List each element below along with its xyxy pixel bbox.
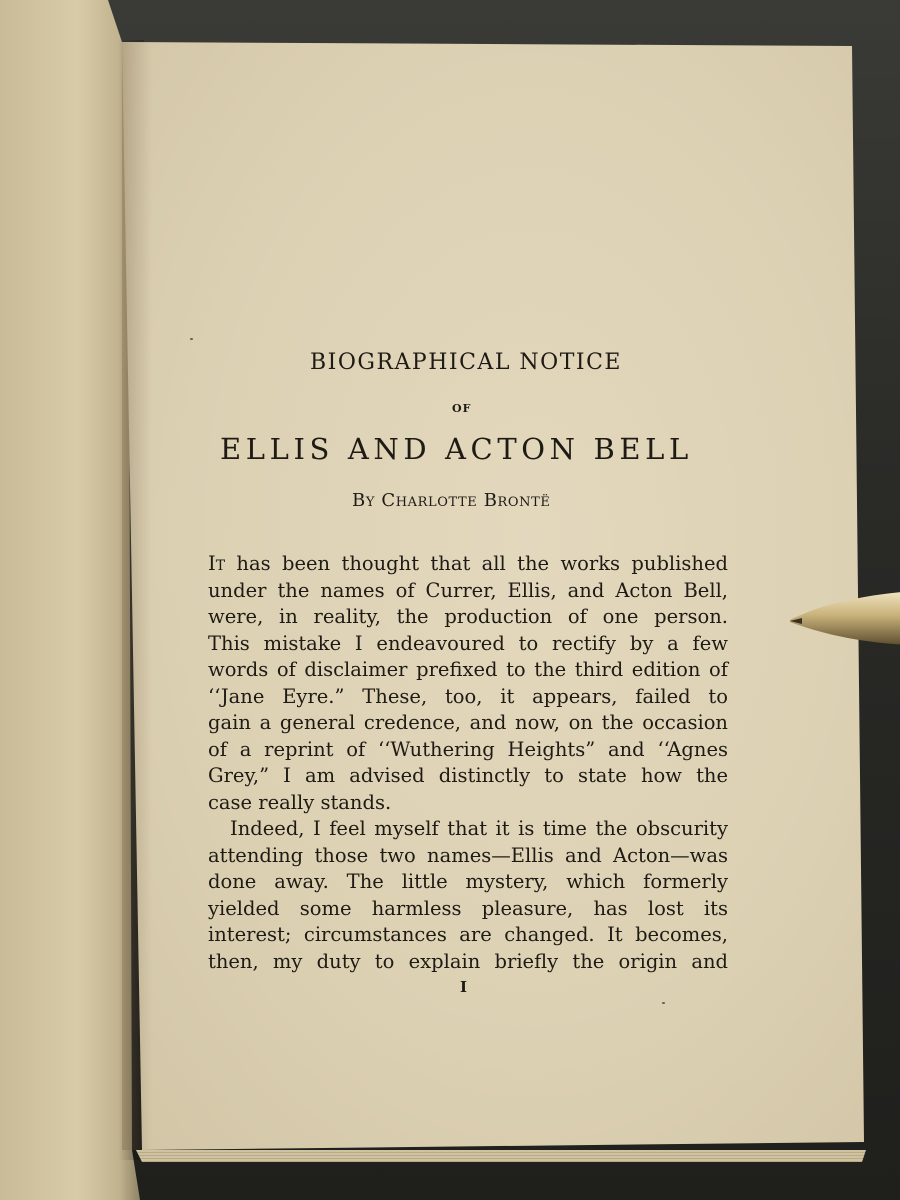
body-text <box>208 551 728 975</box>
of-word: OF <box>452 402 472 415</box>
text-line: This mistake I endeavoured to rectify by a few <box>208 631 728 655</box>
pen-pointer <box>788 588 900 646</box>
text-line: case really stands. <box>208 790 392 814</box>
text-line: ‘‘Jane Eyre.” These, too, it appears, failed to <box>208 684 728 708</box>
text-line: attending those two names—Ellis and Acton—was <box>208 843 728 867</box>
text-line: Grey,” I am advised distinctly to state how the <box>208 764 728 787</box>
text-line: Indeed, I feel myself that it is time the obscurity <box>230 817 728 840</box>
authors-title: ELLIS AND ACTON BELL <box>220 432 693 466</box>
text-line: done away. The little mystery, which formerly <box>208 870 728 893</box>
text-line-content: has been thought that all the works published <box>225 552 728 575</box>
page-number: I <box>460 978 468 996</box>
text-line: gain a general credence, and now, on the occasion <box>208 711 728 734</box>
text-line: words of disclaimer prefixed to the third edition of <box>208 658 728 681</box>
paper-speck <box>190 338 193 340</box>
page-block-edges <box>136 1150 866 1162</box>
page-gutter-shade <box>122 42 152 1150</box>
byline: By Charlotte Brontë <box>352 490 551 511</box>
text-line: interest; circumstances are changed. It becomes, <box>208 923 728 946</box>
text-line: under the names of Currer, Ellis, and Acton Bell, <box>208 578 728 602</box>
notice-heading: BIOGRAPHICAL NOTICE <box>310 350 622 375</box>
text-line: were, in reality, the production of one person. <box>208 605 728 628</box>
text-line: then, my duty to explain briefly the origin and <box>208 949 728 973</box>
paper-speck <box>662 1002 665 1004</box>
text-line: of a reprint of ‘‘Wuthering Heights” and ‘‘Agnes <box>208 737 728 761</box>
text-line <box>208 551 728 578</box>
drop-word: It <box>208 552 226 575</box>
text-line: yielded some harmless pleasure, has lost its <box>208 896 728 920</box>
